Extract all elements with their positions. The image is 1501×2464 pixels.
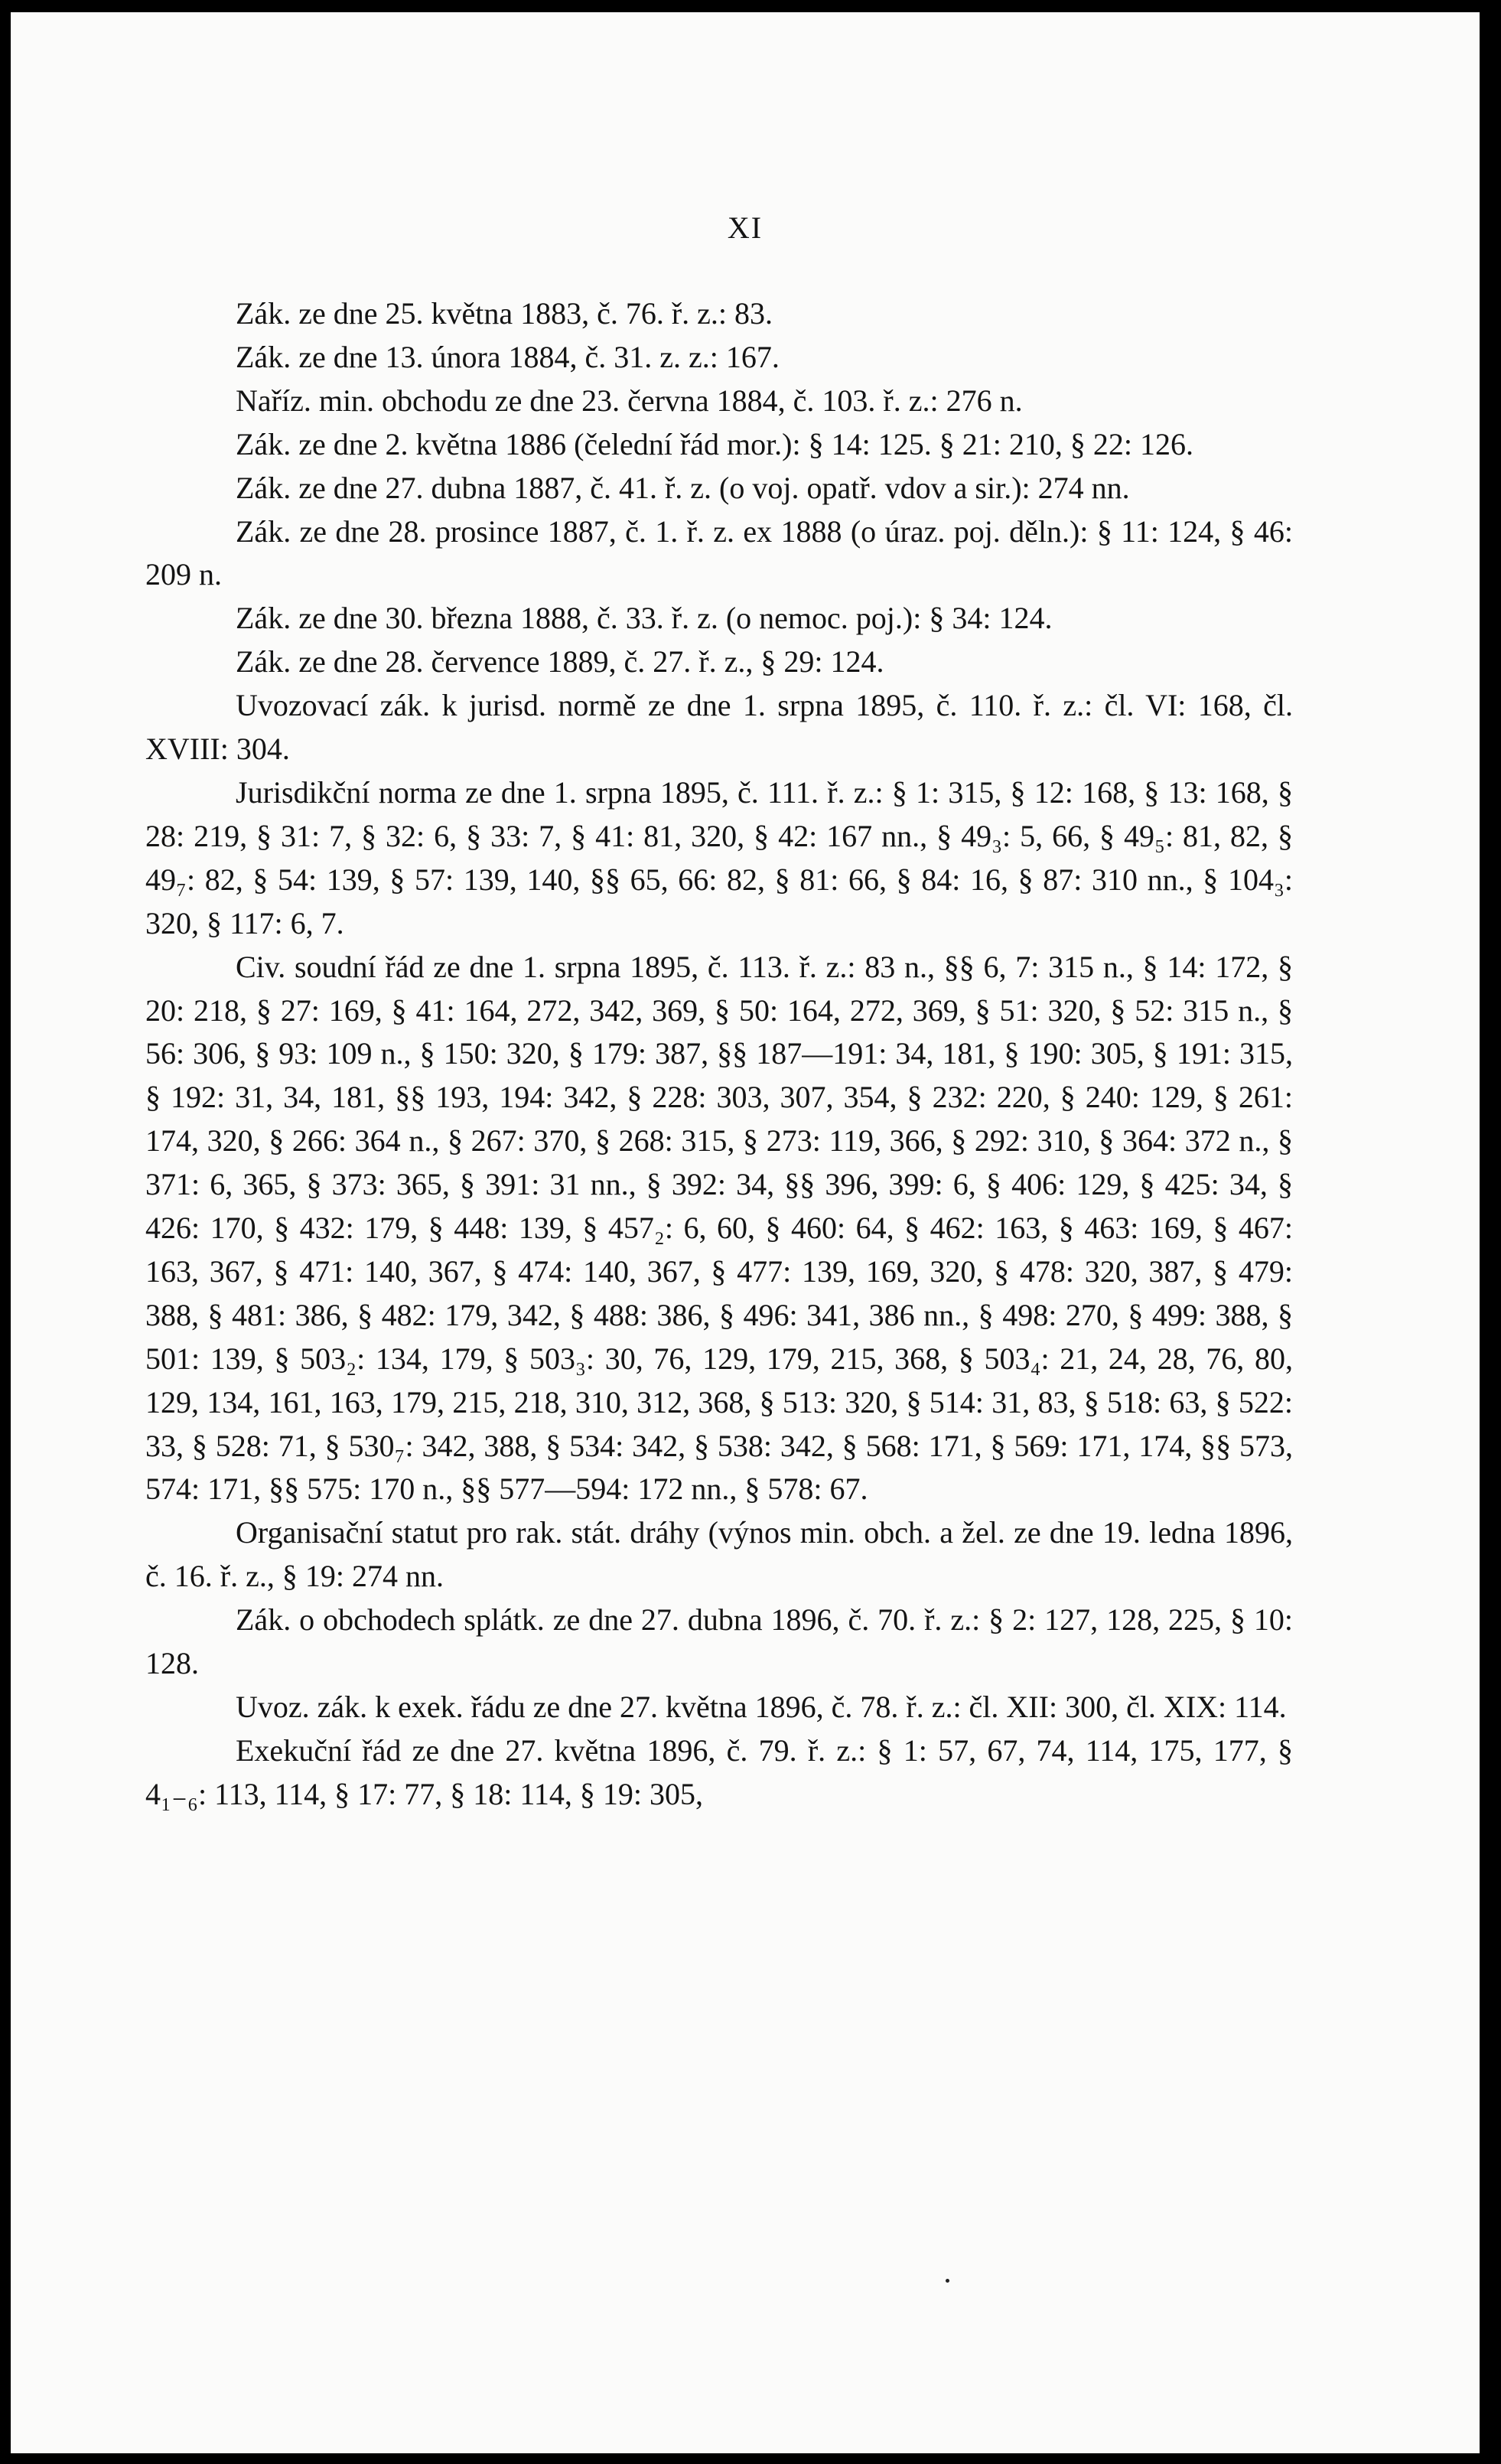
index-entry: Jurisdikční norma ze dne 1. srpna 1895, č. 111. ř. z.: § 1: 315, § 12: 168, § 13: 168, § 28: 219, § 31: 7, § 32: 6, § 33: 7, § 41: 81, 320, § 42: 167 nn., § 49₃: 5, 66, § 49₅: 81, 82, § 49₇: 82, § 54: 139, § 57: 139, 140, §§ 65, 66: 82, § 81: 66, § 84: 16, § 87: 310 nn., § 104₃: 320, § 117: 6, 7. — [145, 774, 1293, 940]
index-entry: Zák. o obchodech splátk. ze dne 27. dubna 1896, č. 70. ř. z.: § 2: 127, 128, 225, § 10: 128. — [145, 1602, 1293, 1681]
index-entry: Zák. ze dne 27. dubna 1887, č. 41. ř. z. (o voj. opatř. vdov a sir.): 274 nn. — [236, 470, 1130, 505]
scan-speck — [946, 2279, 949, 2283]
index-entry: Zák. ze dne 25. května 1883, č. 76. ř. z.: 83. — [236, 296, 773, 331]
index-entry: Zák. ze dne 2. května 1886 (čelední řád mor.): § 14: 125. § 21: 210, § 22: 126. — [236, 426, 1193, 461]
index-entry: Uvoz. zák. k exek. řádu ze dne 27. května 1896, č. 78. ř. z.: čl. XII: 300, čl. XIX: 114. — [236, 1690, 1287, 1724]
document-page — [11, 12, 1480, 2453]
index-entry: Naříz. min. obchodu ze dne 23. června 1884, č. 103. ř. z.: 276 n. — [236, 383, 1023, 418]
page-number: XI — [727, 210, 764, 245]
index-entry: Zák. ze dne 30. března 1888, č. 33. ř. z. (o nemoc. poj.): § 34: 124. — [236, 601, 1053, 636]
index-entry: Zák. ze dne 28. července 1889, č. 27. ř. z., § 29: 124. — [236, 644, 884, 680]
index-entry: Organisační statut pro rak. stát. dráhy (výnos min. obch. a žel. ze dne 19. ledna 1896, č. 16. ř. z., § 19: 274 nn. — [145, 1515, 1293, 1594]
index-entries — [145, 292, 1293, 1817]
index-entry: Zák. ze dne 28. prosince 1887, č. 1. ř. z. ex 1888 (o úraz. poj. děln.): § 11: 124, § 46: 209 n. — [145, 513, 1293, 592]
index-entry: Uvozovací zák. k jurisd. normě ze dne 1. srpna 1895, č. 110. ř. z.: čl. VI: 168, čl. XVIII: 304. — [145, 688, 1293, 767]
index-entry: Civ. soudní řád ze dne 1. srpna 1895, č. 113. ř. z.: 83 n., §§ 6, 7: 315 n., § 14: 172, § 20: 218, § 27: 169, § 41: 164, 272, 342, 369, § 50: 164, 272, 369, § 51: 320, § 52: 315 n., § 56: 306, § 93: 109 n., § 150: 320, § 179: 387, §§ 187—191: 34, 181, § 190: 305, § 191: 315, § 192: 31, 34, 181, §§ 193, 194: 342, § 228: 303, 307, 354, § 232: 220, § 240: 129, § 261: 174, 320, § 266: 364 n., § 267: 370, § 268: 315, § 273: 119, 366, § 292: 310, § 364: 372 n., § 371: 6, 365, § 373: 365, § 391: 31 nn., § 392: 34, §§ 396, 399: 6, § 406: 129, § 425: 34, § 426: 170, § 432: 179, § 448: 139, § 457₂: 6, 60, § 460: 64, § 462: 163, § 463: 169, § 467: 163, 367, § 471: 140, 367, § 474: 140, 367, § 477: 139, 169, 320, § 478: 320, 387, § 479: 388, § 481: 386, § 482: 179, 342, § 488: 386, § 496: 341, 386 nn., § 498: 270, § 499: 388, § 501: 139, § 503₂: 134, 179, § 503₃: 30, 76, 129, 179, 215, 368, § 503₄: 21, 24, 28, 76, 80, 129, 134, 161, 163, 179, 215, 218, 310, 312, 368, § 513: 320, § 514: 31, 83, § 518: 63, § 522: 33, § 528: 71, § 530₇: 342, 388, § 534: 342, § 538: 342, § 568: 171, § 569: 171, 174, §§ 573, 574: 171, §§ 575: 170 n., §§ 577—594: 172 nn., § 578: 67. — [145, 949, 1293, 1507]
index-entry: Zák. ze dne 13. února 1884, č. 31. z. z.: 167. — [236, 339, 780, 374]
index-entry: Exekuční řád ze dne 27. května 1896, č. 79. ř. z.: § 1: 57, 67, 74, 114, 175, 177, § 4₁₋₆: 113, 114, § 17: 77, § 18: 114, § 19: 305, — [145, 1732, 1293, 1811]
